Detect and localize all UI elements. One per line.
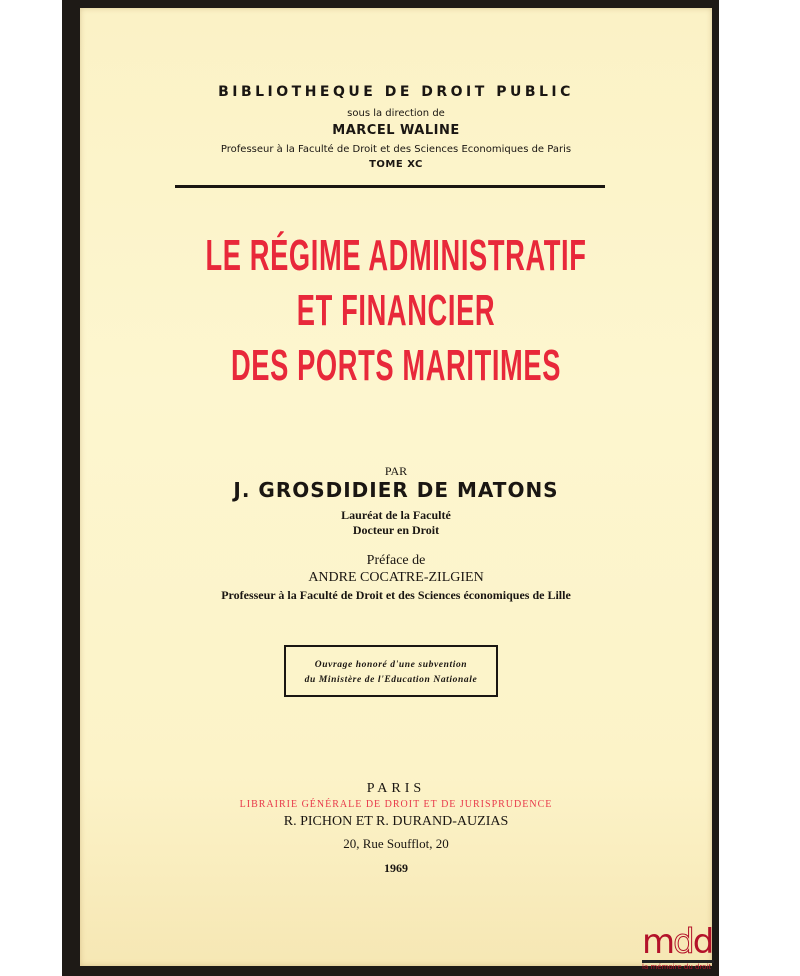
direction-label: sous la direction de xyxy=(347,108,445,119)
preface-author: ANDRE COCATRE-ZILGIEN xyxy=(308,570,484,585)
printers-name: R. PICHON ET R. DURAND-AUZIAS xyxy=(283,814,509,829)
book-title-line-2: ET FINANCIER xyxy=(296,286,496,335)
by-label: PAR xyxy=(384,464,408,478)
divider-rule xyxy=(175,185,605,188)
book-title-line-1: LE RÉGIME ADMINISTRATIF xyxy=(205,231,587,280)
book-cover xyxy=(80,8,712,966)
publisher-address: 20, Rue Soufflot, 20 xyxy=(343,836,449,851)
series-editor-role: Professeur à la Faculté de Droit et des Sciences Economiques de Paris xyxy=(220,144,572,155)
mdd-watermark-logo xyxy=(642,922,722,975)
tome-number: TOME XC xyxy=(369,159,423,170)
subsidy-notice-box xyxy=(284,645,498,697)
author-title: Lauréat de la Faculté xyxy=(341,508,451,522)
publication-city: PARIS xyxy=(366,781,426,796)
preface-author-role: Professeur à la Faculté de Droit et des Sciences économiques de Lille xyxy=(221,588,571,602)
author-title: Docteur en Droit xyxy=(352,523,440,537)
publication-year: 1969 xyxy=(384,861,408,875)
notice-line: du Ministère de l'Education Nationale xyxy=(304,675,478,685)
logo-tagline: la mémoire du droit xyxy=(642,963,712,971)
preface-label: Préface de xyxy=(366,553,426,568)
logo-letters: mdd xyxy=(642,922,713,962)
author-name: J. GROSDIDIER DE MATONS xyxy=(233,478,559,502)
publisher-name: LIBRAIRIE GÉNÉRALE DE DROIT ET DE JURISPRUDENCE xyxy=(239,799,553,810)
notice-line: Ouvrage honoré d'une subvention xyxy=(314,660,468,670)
book-title-line-3: DES PORTS MARITIMES xyxy=(230,341,562,390)
series-title: BIBLIOTHEQUE DE DROIT PUBLIC xyxy=(218,84,574,100)
series-editor: MARCEL WALINE xyxy=(332,123,460,138)
